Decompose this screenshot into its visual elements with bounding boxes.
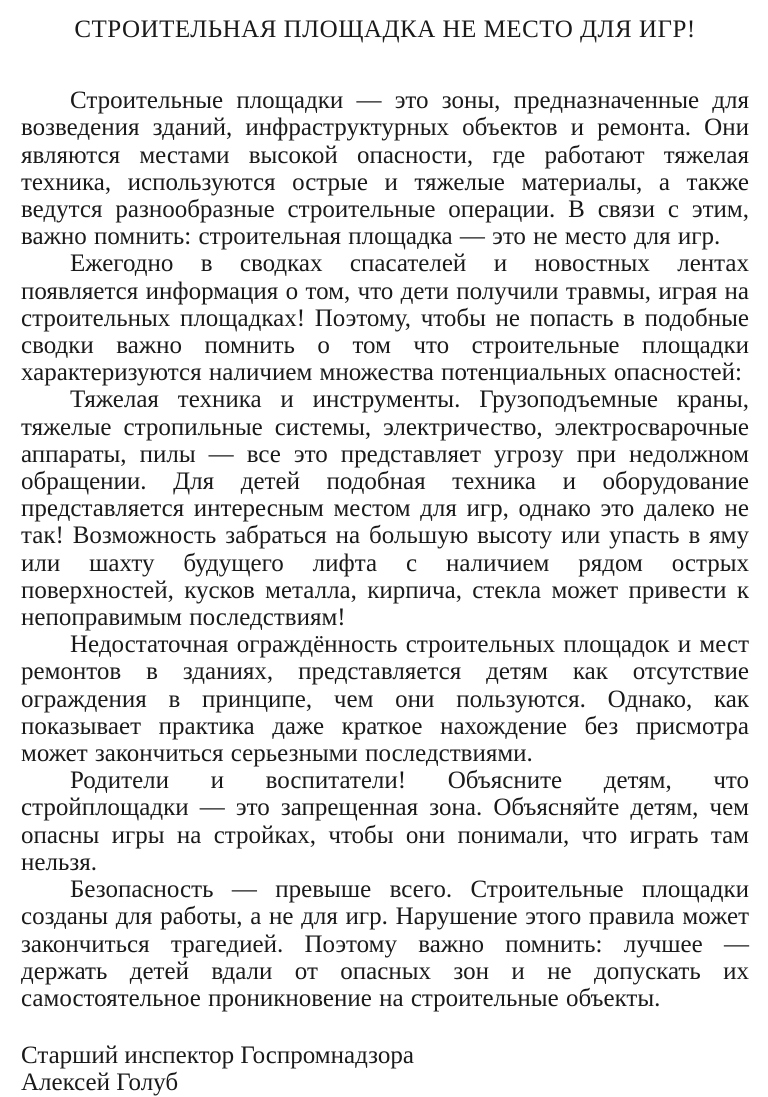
- paragraph-fencing: Недостаточная ограждённость строительных площадок и мест ремонтов в зданиях, представляется детям как отсутствие ограждения в принципе, чем они пользуются. Однако, как показывает практика даже краткое нахождение без присмотра может закончиться серьезными последствиями.: [21, 631, 749, 768]
- paragraph-intro: Строительные площадки — это зоны, предназначенные для возведения зданий, инфраструктурных объектов и ремонта. Они являются местами высокой опасности, где работают тяжелая техника, используются острые и тяжелые материалы, а также ведутся разнообразные строительные операции. В связи с этим, важно помнить: строительная площадка — это не место для игр.: [21, 87, 749, 251]
- signature-name: Алексей Голуб: [21, 1069, 179, 1097]
- paragraph-heavy-machinery: Тяжелая техника и инструменты. Грузоподъемные краны, тяжелые стропильные системы, электричество, электросварочные аппараты, пилы — все это представляет угрозу при недолжном обращении. Для детей подобная техника и оборудование представляется интересным местом для игр, однако это далеко не так! Возможность забраться на большую высоту или упасть в яму или шахту будущего лифта с наличием рядом острых поверхностей, кусков металла, кирпича, стекла может привести к непоправимым последствиям!: [21, 386, 749, 632]
- paragraph-safety-conclusion: Безопасность — превыше всего. Строительные площадки созданы для работы, а не для игр. Нарушение этого правила может закончиться трагедией. Поэтому важно помнить: лучшее — держать детей вдали от опасных зон и не допускать их самостоятельное проникновение на строительные объекты.: [21, 876, 749, 1012]
- signature-block: [21, 1042, 749, 1096]
- document-title: СТРОИТЕЛЬНАЯ ПЛОЩАДКА НЕ МЕСТО ДЛЯ ИГР!: [74, 16, 696, 43]
- paragraph-parents-appeal: Родители и воспитатели! Объясните детям, что стройплощадки — это запрещенная зона. Объясняйте детям, чем опасны игры на стройках, чтобы они понимали, что играть там нельзя.: [21, 767, 749, 876]
- paragraph-statistics: Ежегодно в сводках спасателей и новостных лентах появляется информация о том, что дети получили травмы, играя на строительных площадках! Поэтому, чтобы не попасть в подобные сводки важно помнить о том что строительные площадки характеризуются наличием множества потенциальных опасностей:: [21, 250, 749, 387]
- signature-role: Старший инспектор Госпромнадзора: [21, 1042, 414, 1070]
